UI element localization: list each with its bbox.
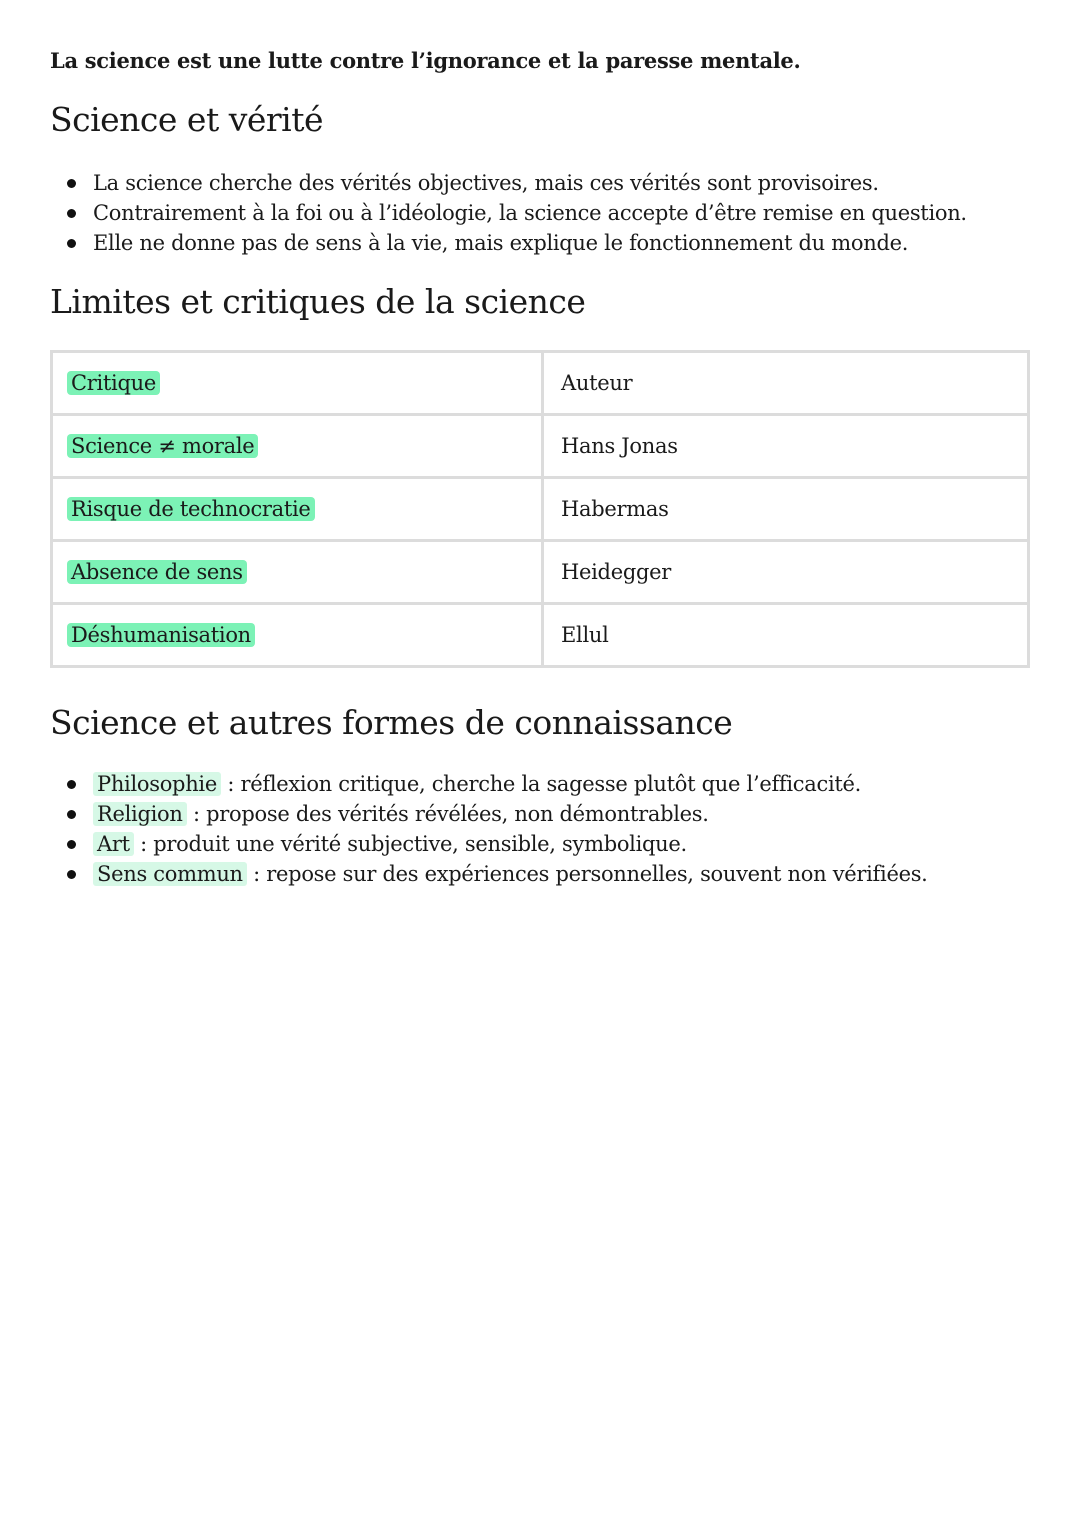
section-title-limites: Limites et critiques de la science <box>50 282 586 321</box>
bullet-icon <box>67 810 76 819</box>
highlighted-text: Déshumanisation <box>67 623 255 647</box>
term-description: : produit une vérité subjective, sensible, symbolique. <box>133 832 687 856</box>
highlighted-text: Risque de technocratie <box>67 497 315 521</box>
table-row <box>52 478 1029 541</box>
term-highlight: Religion <box>93 802 187 826</box>
table-header-row <box>52 352 1029 415</box>
term-highlight: Art <box>93 832 134 856</box>
term-description: : repose sur des expériences personnelles, souvent non vérifiées. <box>246 862 928 886</box>
highlighted-text: Critique <box>67 371 160 395</box>
intro-statement: La science est une lutte contre l’ignorance et la paresse mentale. <box>50 48 801 73</box>
list-item-text: Elle ne donne pas de sens à la vie, mais explique le fonctionnement du monde. <box>93 231 909 255</box>
table-cell <box>52 415 543 478</box>
bullet-icon <box>67 870 76 879</box>
bullet-icon <box>67 780 76 789</box>
term-highlight: Philosophie <box>93 772 221 796</box>
connaissance-bullet-list <box>50 769 928 889</box>
list-item-text: Contrairement à la foi ou à l’idéologie, la science accepte d’être remise en question. <box>93 201 967 225</box>
section-title-science-verite: Science et vérité <box>50 100 323 139</box>
highlighted-text: Absence de sens <box>67 560 247 584</box>
term-description: : réflexion critique, cherche la sagesse plutôt que l’efficacité. <box>220 772 862 796</box>
table-row <box>52 604 1029 667</box>
table-header-cell: Auteur <box>543 352 1029 415</box>
table-row <box>52 541 1029 604</box>
bullet-icon <box>67 179 76 188</box>
list-item <box>50 799 928 829</box>
section-title-autres-formes: Science et autres formes de connaissance <box>50 703 733 742</box>
term-description: : propose des vérités révélées, non démontrables. <box>186 802 709 826</box>
list-item-text: La science cherche des vérités objectives, mais ces vérités sont provisoires. <box>93 171 879 195</box>
table-row <box>52 415 1029 478</box>
table-cell: Hans Jonas <box>543 415 1029 478</box>
term-highlight: Sens commun <box>93 862 247 886</box>
verite-bullet-list <box>50 168 967 258</box>
table-cell: Ellul <box>543 604 1029 667</box>
highlighted-text: Science ≠ morale <box>67 434 258 458</box>
list-item <box>50 769 928 799</box>
critiques-table <box>50 350 1030 668</box>
table-cell <box>52 478 543 541</box>
list-item <box>50 198 967 228</box>
table-cell: Habermas <box>543 478 1029 541</box>
table-cell <box>52 604 543 667</box>
bullet-icon <box>67 209 76 218</box>
list-item <box>50 859 928 889</box>
list-item <box>50 829 928 859</box>
table-header-cell <box>52 352 543 415</box>
bullet-icon <box>67 840 76 849</box>
list-item <box>50 228 967 258</box>
table-cell <box>52 541 543 604</box>
list-item <box>50 168 967 198</box>
bullet-icon <box>67 239 76 248</box>
table-cell: Heidegger <box>543 541 1029 604</box>
